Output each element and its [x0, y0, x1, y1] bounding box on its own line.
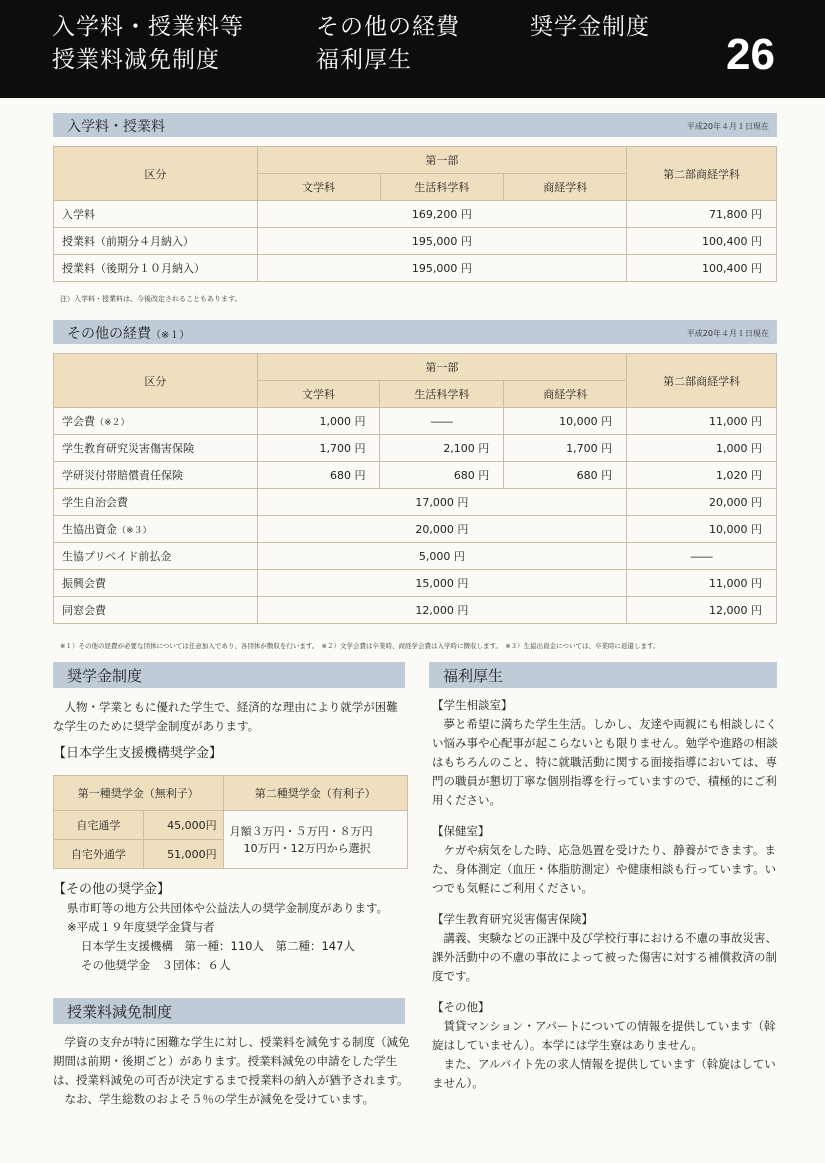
row-dai2-value: 71,800 円 [627, 201, 777, 228]
welfare-heading-health: 【保健室】 [432, 824, 490, 838]
welfare-text-health: ケガや病気をした時、応急処置を受けたり、静養ができます。また、身体測定（血圧・体脂肪測定）や健康相談も行っています。いつでも気軽にご利用ください。 [432, 843, 777, 895]
row-label: 学研災付帯賠償責任保険 [54, 462, 258, 489]
row-shokei-value: 1,700 円 [504, 435, 627, 462]
reduction-para2: なお、学生総数のおよそ５％の学生が減免を受けています。 [64, 1092, 375, 1106]
other-header-shokei: 商経学科 [504, 381, 627, 408]
table-row [54, 570, 777, 597]
table-row [54, 543, 777, 570]
welfare-text-insurance: 講義、実験などの正課中及び学校行事における不慮の事故災害、課外活動中の不慮の事故によって被った傷害に対する補償救済の制度です。 [432, 931, 777, 983]
other-header-kubun: 区分 [54, 354, 258, 408]
row-shokei-value: 10,000 円 [504, 408, 627, 435]
reduction-section-title: 授業料減免制度 [67, 1003, 173, 1021]
other-header-bun: 文学科 [257, 381, 380, 408]
welfare-text-other: 賃貸マンション・アパートについての情報を提供しています（斡旋はしていません）。本学には学生寮はありません。 [432, 1019, 776, 1052]
table-row [54, 228, 777, 255]
other-scholarship-text: 県市町等の地方公共団体や公益法人の奨学金制度があります。 [67, 901, 389, 915]
other-costs-note: ※１）その他の経費が必要な団体については任意加入であり、各団体が徴収を行います。 ※２）文学会費は卒業時、商経学会費は入学時に徴収します。 ※３）生協出資金については、卒業時に返還します。 [60, 642, 660, 650]
scholarship-section-band [53, 662, 405, 688]
tuition-header-bun: 文学科 [257, 174, 380, 201]
other-header-seikatsu: 生活科学科 [380, 381, 504, 408]
welfare-section-band [429, 662, 777, 688]
row-dai2-value: 11,000 円 [627, 570, 777, 597]
welfare-section-title: 福利厚生 [443, 667, 504, 685]
scholarship-intro-block [53, 698, 408, 763]
type2-header: 第二種奨学金（有利子） [223, 776, 407, 811]
welfare-block [432, 696, 778, 1093]
welfare-text-other-2: また、アルバイト先の求人情報を提供しています（斡旋はしていません）。 [432, 1057, 776, 1090]
table-row [54, 462, 777, 489]
header-title-other-costs: その他の経費 [316, 14, 460, 40]
row-label: 学生自治会費 [54, 489, 258, 516]
row-label: 自宅通学 [54, 811, 144, 840]
other-scholarship-heading: 【その他の奨学金】 [53, 882, 171, 897]
row-dai1-value: 20,000 円 [257, 516, 627, 543]
tuition-header-dai1: 第一部 [257, 147, 626, 174]
row-label: 入学料 [54, 201, 258, 228]
row-dai2-value: 1,020 円 [627, 462, 777, 489]
row-dai2-value: 1,000 円 [627, 435, 777, 462]
row-seikatsu-value: 680 円 [380, 462, 504, 489]
welfare-text-counseling: 夢と希望に満ちた学生生活。しかし、友達や両親にも相談しにくい悩み事や心配事が起こらないとも限りません。勉学や進路の相談はもちろんのこと、特に就職活動に関する面接指導においては、専門の職員が懇切丁寧な個別指導を行っていますので、積極的にご利用ください。 [432, 717, 778, 807]
row-label: 授業料（後期分１０月納入） [54, 255, 258, 282]
reduction-block [53, 1033, 413, 1109]
row-dai1-value: 17,000 円 [257, 489, 627, 516]
row-dai2-value: 100,400 円 [627, 228, 777, 255]
page-header [0, 0, 825, 98]
header-title-reduction: 授業料減免制度 [52, 47, 220, 73]
reduction-section-band [53, 998, 405, 1024]
tuition-date: 平成20年４月１日現在 [686, 122, 769, 131]
scholarship-section-title: 奨学金制度 [67, 667, 143, 685]
row-seikatsu-value: ―― [380, 408, 504, 435]
table-row [54, 255, 777, 282]
other-header-dai1: 第一部 [257, 354, 627, 381]
row-label: 学生教育研究災害傷害保険 [54, 435, 258, 462]
tuition-header-seikatsu: 生活科学科 [380, 174, 504, 201]
row-seikatsu-value: 2,100 円 [380, 435, 504, 462]
row-bun-value: 1,700 円 [257, 435, 380, 462]
table-row [54, 489, 777, 516]
tuition-header-kubun: 区分 [54, 147, 258, 201]
tuition-section-title: 入学料・授業料 [67, 119, 165, 135]
tuition-section-band [53, 113, 777, 137]
tuition-header-dai2: 第二部商経学科 [627, 147, 777, 201]
row-dai1-value: 169,200 円 [257, 201, 626, 228]
row-shokei-value: 680 円 [504, 462, 627, 489]
reduction-para1: 学資の支弁が特に困難な学生に対し、授業料を減免する制度（減免期間は前期・後期ごと）があります。授業料減免の申請をした学生は、授業料減免の可否が決定するまで授業料の納入が猶予されます。 [53, 1035, 410, 1087]
scholarship-table [53, 775, 408, 869]
type1-header: 第一種奨学金（無利子） [54, 776, 224, 811]
row-dai1-value: 12,000 円 [257, 597, 627, 624]
jasso-heading: 【日本学生支援機構奨学金】 [53, 746, 223, 761]
row-amount: 45,000円 [143, 811, 223, 840]
table-row [54, 408, 777, 435]
scholarship-count-line1: 日本学生支援機構 第一種：110人 第二種：147人 [81, 939, 355, 953]
row-label: 生協プリペイド前払金 [54, 543, 258, 570]
scholarship-count-title: ※平成１９年度奨学金貸与者 [67, 920, 215, 934]
row-dai1-value: 5,000 円 [257, 543, 627, 570]
row-dai2-value: 12,000 円 [627, 597, 777, 624]
row-label: 同窓会費 [54, 597, 258, 624]
welfare-heading-counseling: 【学生相談室】 [432, 698, 513, 712]
header-title-welfare: 福利厚生 [316, 47, 412, 73]
row-label: 振興会費 [54, 570, 258, 597]
row-dai2-value: 100,400 円 [627, 255, 777, 282]
row-dai2-value: 11,000 円 [627, 408, 777, 435]
row-label: 自宅外通学 [54, 840, 144, 869]
row-dai2-value: 20,000 円 [627, 489, 777, 516]
header-title-scholarship: 奨学金制度 [530, 14, 650, 40]
scholarship-count-line2: その他奨学金 ３団体：６人 [81, 958, 231, 972]
type2-detail: 月額３万円・５万円・８万円 10万円・12万円から選択 [223, 811, 407, 869]
other-scholarship-block [53, 880, 423, 975]
row-dai2-value: 10,000 円 [627, 516, 777, 543]
row-dai2-value: ―― [627, 543, 777, 570]
row-label: 授業料（前期分４月納入） [54, 228, 258, 255]
table-row [54, 811, 408, 840]
row-dai1-value: 195,000 円 [257, 255, 626, 282]
other-costs-section-title: その他の経費（※１） [67, 326, 190, 342]
row-label: 学会費（※２） [54, 408, 258, 435]
scholarship-intro: 人物・学業ともに優れた学生で、経済的な理由により就学が困難な学生のために奨学金制度があります。 [53, 700, 398, 733]
row-amount: 51,000円 [143, 840, 223, 869]
row-dai1-value: 15,000 円 [257, 570, 627, 597]
table-row [54, 435, 777, 462]
other-costs-section-band [53, 320, 777, 344]
header-title-tuition: 入学料・授業料等 [52, 14, 244, 40]
row-label: 生協出資金（※３） [54, 516, 258, 543]
row-dai1-value: 195,000 円 [257, 228, 626, 255]
welfare-heading-other: 【その他】 [432, 1000, 490, 1014]
table-row [54, 201, 777, 228]
table-row [54, 516, 777, 543]
other-header-dai2: 第二部商経学科 [627, 354, 777, 408]
row-bun-value: 680 円 [257, 462, 380, 489]
page-number: 26 [726, 30, 775, 79]
tuition-table [53, 146, 777, 282]
tuition-header-shokei: 商経学科 [504, 174, 627, 201]
other-costs-table [53, 353, 777, 624]
table-row [54, 597, 777, 624]
welfare-heading-insurance: 【学生教育研究災害傷害保険】 [432, 912, 593, 926]
tuition-note: 注）入学料・授業料は、今後改定されることもあります。 [60, 295, 242, 303]
row-bun-value: 1,000 円 [257, 408, 380, 435]
other-costs-date: 平成20年４月１日現在 [686, 329, 769, 338]
